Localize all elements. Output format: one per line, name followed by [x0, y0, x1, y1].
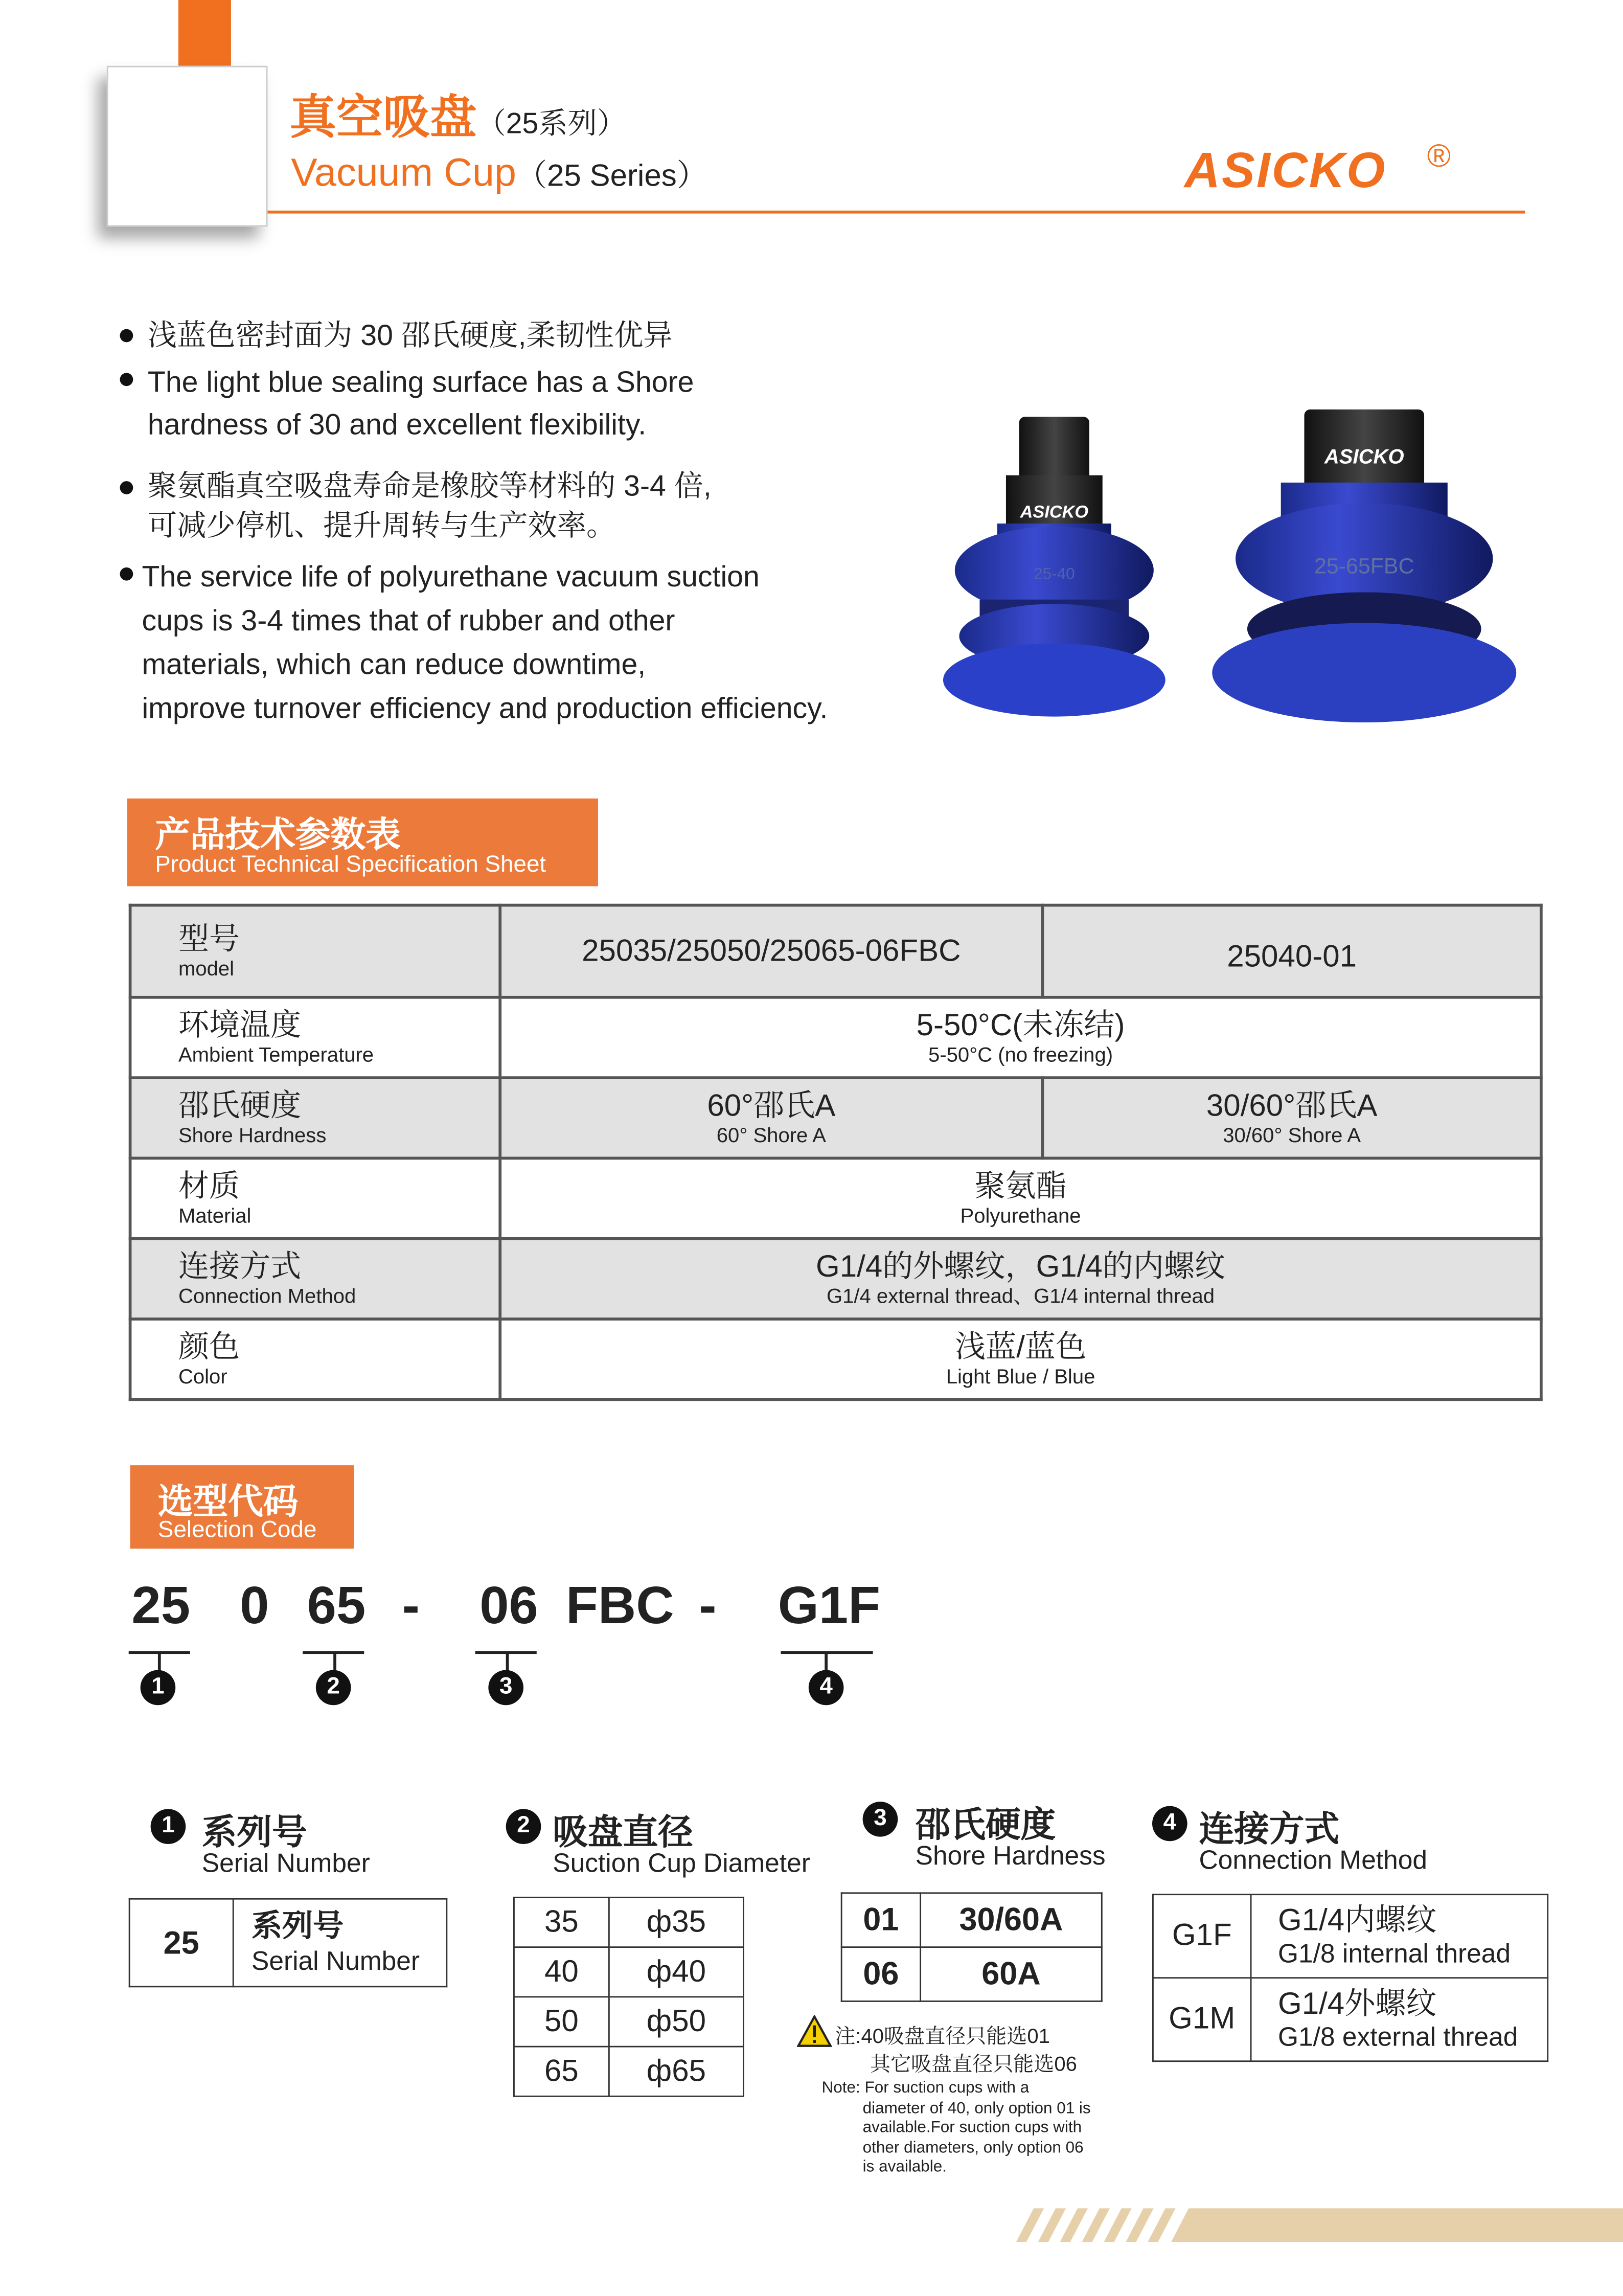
bullet-line: improve turnover efficiency and production efficiency.: [142, 693, 828, 725]
product-image: [877, 395, 1535, 745]
cup-label: 25-65FBC: [1314, 554, 1414, 579]
row-key: [130, 905, 500, 997]
section-4-en: Connection Method: [1199, 1845, 1428, 1875]
title-en: [291, 151, 707, 196]
diameter-value: ф35: [609, 1897, 743, 1947]
cell-value: [500, 1319, 1541, 1399]
spec-title-en: Product Technical Specification Sheet: [155, 852, 546, 878]
note-cn-2: 其它吸盘直径只能选06: [870, 2052, 1077, 2075]
value-en: 5-50°C (no freezing): [928, 1042, 1113, 1066]
note-en: [822, 2079, 1091, 2178]
code-tick: [158, 1652, 161, 1670]
section-2-cn: 吸盘直径: [553, 1813, 693, 1853]
diameter-value: ф40: [609, 1947, 743, 1997]
bullet-dot: [120, 481, 133, 494]
row-key: [130, 1319, 500, 1399]
row-key: [130, 997, 500, 1078]
key-cn: 连接方式: [178, 1250, 302, 1284]
bullet-2: [148, 362, 694, 447]
hardness-table: [841, 1892, 1103, 2002]
bullet-line: hardness of 30 and excellent flexibility.: [147, 409, 647, 442]
cell-value: [500, 1158, 1541, 1238]
key-en: Shore Hardness: [178, 1123, 327, 1147]
large-cup: [1212, 410, 1516, 722]
cup-brand: ASICKO: [1324, 445, 1404, 468]
table-row: [130, 1158, 1541, 1238]
bullet-line: The light blue sealing surface has a Shore: [147, 367, 694, 399]
cell-value: 25040-01: [1042, 905, 1541, 997]
selection-title-box: [130, 1465, 354, 1549]
section-1-en: Serial Number: [201, 1848, 370, 1878]
connection-en: G1/8 external thread: [1277, 2021, 1518, 2051]
bullet-dot: [120, 329, 133, 343]
key-cn: 型号: [178, 922, 240, 957]
connection-code: G1F: [1153, 1895, 1251, 1978]
key-cn: 邵氏硬度: [178, 1089, 302, 1123]
orange-tab: [178, 0, 231, 66]
title-en-main: Vacuum Cup: [291, 150, 516, 195]
serial-table: [129, 1898, 448, 1987]
value-en: G1/4 external thread、G1/4 internal thread: [826, 1284, 1215, 1308]
key-en: Connection Method: [178, 1284, 356, 1308]
hardness-code: 06: [841, 1947, 920, 2002]
table-row: [514, 2047, 743, 2096]
diameter-code: 65: [514, 2047, 609, 2096]
marker-1: 1: [141, 1670, 176, 1706]
hardness-value: 60A: [921, 1947, 1102, 2002]
bullet-dot: [120, 567, 133, 581]
table-row: [1153, 1978, 1547, 2061]
table-row: [130, 1239, 1541, 1319]
value-cn: G1/4的外螺纹，G1/4的内螺纹: [816, 1250, 1226, 1284]
key-en: model: [178, 956, 235, 980]
diameter-value: ф50: [609, 1997, 743, 2047]
row-key: [130, 1239, 500, 1319]
table-row: [129, 1899, 447, 1987]
table-row: [130, 1319, 1541, 1399]
code-hardness: 06: [479, 1575, 538, 1635]
warning-icon: [797, 2015, 832, 2048]
connection-cn: G1/4外螺纹: [1277, 1986, 1437, 2020]
serial-cn: 系列号: [251, 1909, 344, 1943]
bullet-dot: [120, 373, 133, 386]
table-row: [130, 997, 1541, 1078]
bullet-4: [142, 556, 828, 731]
header-rule: [267, 211, 1525, 214]
diameter-code: 35: [514, 1897, 609, 1947]
code-series: 25: [131, 1575, 190, 1635]
key-cn: 材质: [178, 1170, 240, 1204]
header-box: [107, 66, 268, 227]
diameter-value: ф65: [609, 2047, 743, 2096]
value-en: 60° Shore A: [716, 1123, 826, 1147]
table-row: [514, 1897, 743, 1947]
connection-table: [1152, 1894, 1548, 2062]
code-tick: [506, 1652, 509, 1670]
marker-4: 4: [809, 1670, 844, 1706]
spec-title-box: [127, 799, 598, 886]
table-row: [1153, 1895, 1547, 1978]
key-cn: 环境温度: [178, 1009, 302, 1043]
key-en: Material: [178, 1203, 252, 1227]
diameter-code: 50: [514, 1997, 609, 2047]
value-cn: 浅蓝/蓝色: [955, 1330, 1087, 1365]
marker-2: 2: [316, 1670, 351, 1706]
value-en: 30/60° Shore A: [1223, 1123, 1361, 1147]
code-fbc: FBC: [565, 1575, 674, 1635]
selection-title-cn: 选型代码: [157, 1483, 299, 1522]
serial-desc: [233, 1899, 447, 1987]
bullet-line: The service life of polyurethane vacuum suction: [142, 561, 760, 594]
row-key: [130, 1158, 500, 1238]
cell-value: [500, 1239, 1541, 1319]
key-cn: 颜色: [178, 1330, 240, 1365]
title-cn: [289, 80, 626, 148]
value-cn: 5-50°C(未冻结): [916, 1009, 1125, 1043]
cell-value: [500, 997, 1541, 1078]
connection-desc: [1251, 1895, 1548, 1978]
cup-brand: ASICKO: [1020, 502, 1089, 522]
marker-3: 3: [488, 1670, 523, 1706]
table-row: [514, 1997, 743, 2047]
value-en: Polyurethane: [960, 1203, 1081, 1227]
note-line: is available.: [862, 2158, 947, 2176]
table-row: [130, 905, 1541, 997]
value-cn: 60°邵氏A: [707, 1089, 836, 1123]
connection-en: G1/8 internal thread: [1277, 1938, 1511, 1968]
connection-code: G1M: [1153, 1978, 1251, 2061]
section-4-cn: 连接方式: [1199, 1810, 1340, 1850]
table-row: [514, 1947, 743, 1997]
cell-value: [500, 1078, 1042, 1158]
bullet-line: materials, which can reduce downtime,: [142, 649, 646, 681]
brand-logo: ASICKO: [1184, 143, 1387, 199]
section-3-cn: 邵氏硬度: [915, 1806, 1056, 1846]
code-connection: G1F: [778, 1575, 881, 1635]
connection-cn: G1/4内螺纹: [1277, 1903, 1437, 1937]
bullet-3: [148, 468, 712, 547]
table-row: [130, 1078, 1541, 1158]
selection-title-en: Selection Code: [157, 1518, 317, 1543]
table-row: [841, 1893, 1102, 1947]
note-cn-1: 注:40吸盘直径只能选01: [835, 2024, 1050, 2048]
title-cn-suffix: （25系列）: [476, 108, 627, 141]
note-line: diameter of 40, only option 01 is: [862, 2099, 1091, 2117]
cell-value: 25035/25050/25065-06FBC: [500, 905, 1042, 997]
small-cup: [943, 417, 1165, 716]
title-en-suffix: （25 Series）: [516, 159, 707, 193]
footer-stripes: [1016, 2208, 1623, 2242]
connection-desc: [1251, 1978, 1548, 2061]
code-diameter: 65: [307, 1575, 366, 1635]
diameter-table: [513, 1897, 744, 2097]
cell-value: [1042, 1078, 1541, 1158]
diameter-code: 40: [514, 1947, 609, 1997]
serial-en: Serial Number: [251, 1945, 420, 1975]
section-2-num: 2: [506, 1809, 541, 1844]
bullet-1: [148, 316, 673, 358]
hardness-value: 30/60A: [921, 1893, 1102, 1947]
row-key: [130, 1078, 500, 1158]
note-line: Note: For suction cups with a: [821, 2079, 1030, 2097]
section-1-num: 1: [151, 1809, 186, 1844]
note-line: available.For suction cups with: [862, 2119, 1082, 2137]
serial-code: 25: [129, 1899, 233, 1987]
code-zero: 0: [240, 1575, 269, 1635]
value-cn: 聚氨酯: [974, 1170, 1067, 1204]
spec-table: [129, 904, 1543, 1401]
value-en: Light Blue / Blue: [946, 1364, 1095, 1388]
section-4-num: 4: [1152, 1806, 1187, 1842]
bullet-line: 浅蓝色密封面为 30 邵氏硬度,柔韧性优异: [147, 320, 673, 353]
note-line: other diameters, only option 06: [862, 2139, 1084, 2156]
bullet-line: cups is 3-4 times that of rubber and other: [142, 605, 675, 638]
section-2-en: Suction Cup Diameter: [553, 1848, 810, 1878]
key-en: Color: [178, 1364, 227, 1388]
table-row: [841, 1947, 1102, 2002]
section-1-cn: 系列号: [201, 1813, 307, 1853]
code-dash: -: [402, 1575, 420, 1635]
title-cn-main: 真空吸盘: [289, 90, 477, 144]
section-3-en: Shore Hardness: [915, 1841, 1106, 1871]
bullet-line: 可减少停机、提升周转与生产效率。: [147, 510, 616, 543]
value-cn: 30/60°邵氏A: [1206, 1089, 1378, 1123]
spec-title-cn: 产品技术参数表: [155, 816, 401, 856]
code-tick: [825, 1652, 828, 1670]
registered-mark: ®: [1427, 137, 1451, 174]
section-3-num: 3: [863, 1802, 898, 1837]
code-dash: -: [699, 1575, 717, 1635]
key-en: Ambient Temperature: [178, 1042, 374, 1066]
code-tick: [333, 1652, 336, 1670]
hardness-code: 01: [841, 1893, 920, 1947]
bullet-line: 聚氨酯真空吸盘寿命是橡胶等材料的 3-4 倍,: [147, 471, 712, 503]
cup-label: 25-40: [1034, 564, 1075, 583]
